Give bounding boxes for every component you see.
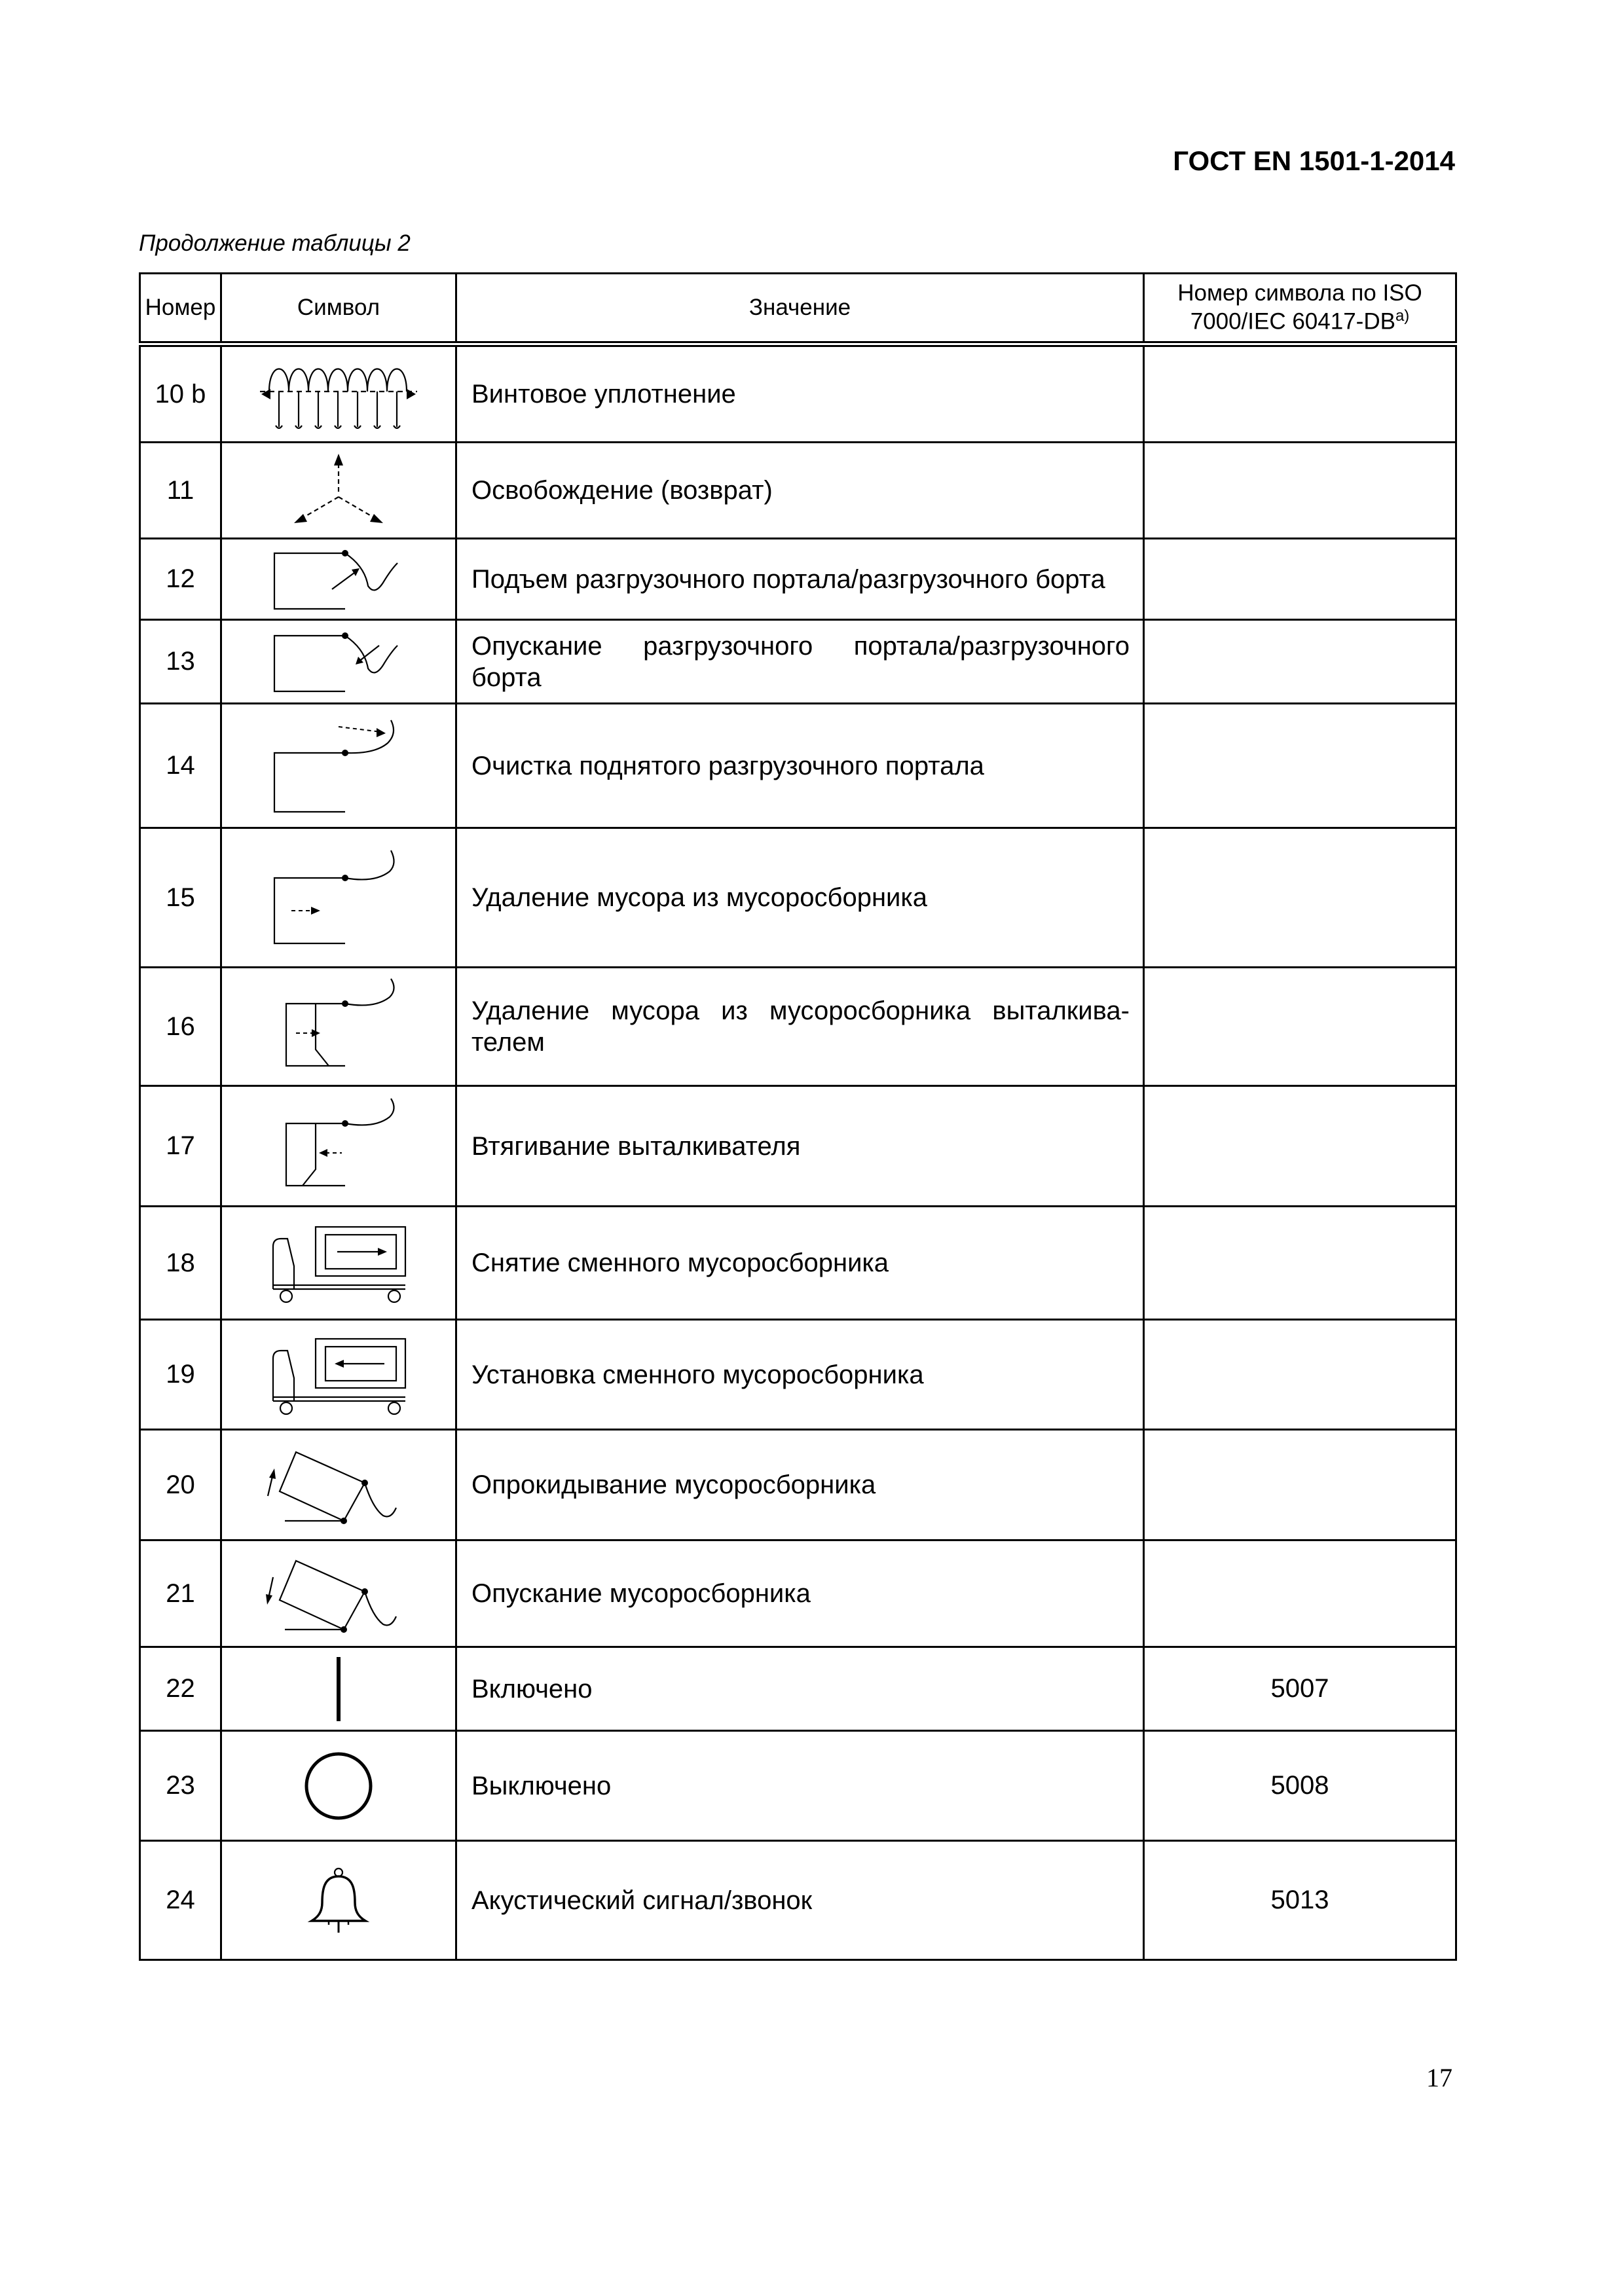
row-iso-number bbox=[1144, 1086, 1456, 1207]
header-meaning: Значение bbox=[456, 274, 1144, 344]
table-row bbox=[140, 704, 1456, 828]
document-header: ГОСТ EN 1501-1-2014 bbox=[1173, 145, 1455, 176]
container-lower-icon bbox=[260, 1551, 417, 1636]
page-number: 17 bbox=[1426, 2063, 1452, 2092]
ejector-removal-icon bbox=[260, 977, 417, 1076]
table-row bbox=[140, 828, 1456, 968]
row-meaning: Удаление мусора из мусоросборника выталкива-телем bbox=[456, 968, 1144, 1086]
row-iso-number bbox=[1144, 828, 1456, 968]
row-iso-number bbox=[1144, 1207, 1456, 1320]
row-meaning: Подъем разгрузочного портала/разгрузочного борта bbox=[456, 539, 1144, 620]
row-number: 13 bbox=[140, 620, 221, 704]
row-number: 20 bbox=[140, 1430, 221, 1540]
row-number: 23 bbox=[140, 1731, 221, 1841]
table-row bbox=[140, 344, 1456, 443]
row-number: 15 bbox=[140, 828, 221, 968]
power-on-icon bbox=[325, 1653, 352, 1725]
row-iso-number: 5008 bbox=[1144, 1731, 1456, 1841]
row-meaning: Удаление мусора из мусоросборника bbox=[456, 828, 1144, 968]
bell-icon bbox=[303, 1865, 375, 1937]
header-iso-label: Номер символа по ISO 7000/IEC 60417-DB bbox=[1177, 280, 1422, 335]
table-row bbox=[140, 1430, 1456, 1540]
refuse-removal-icon bbox=[260, 845, 417, 950]
table-row bbox=[140, 539, 1456, 620]
row-meaning: Включено bbox=[456, 1647, 1144, 1731]
row-number: 14 bbox=[140, 704, 221, 828]
row-meaning: Освобождение (возврат) bbox=[456, 443, 1144, 539]
table-row bbox=[140, 968, 1456, 1086]
container-unload-icon bbox=[260, 1220, 417, 1305]
row-number: 17 bbox=[140, 1086, 221, 1207]
row-meaning: Опускание мусоросборника bbox=[456, 1540, 1144, 1647]
row-number: 21 bbox=[140, 1540, 221, 1647]
row-number: 24 bbox=[140, 1841, 221, 1960]
container-tip-icon bbox=[260, 1442, 417, 1527]
tailgate-raise-icon bbox=[260, 543, 417, 615]
row-number: 11 bbox=[140, 443, 221, 539]
table-row bbox=[140, 1731, 1456, 1841]
row-number: 16 bbox=[140, 968, 221, 1086]
row-iso-number bbox=[1144, 443, 1456, 539]
row-number: 19 bbox=[140, 1320, 221, 1430]
row-iso-number bbox=[1144, 539, 1456, 620]
row-number: 18 bbox=[140, 1207, 221, 1320]
row-meaning: Опускание разгрузочного портала/разгрузочного борта bbox=[456, 620, 1144, 704]
release-return-icon bbox=[286, 451, 391, 530]
row-iso-number bbox=[1144, 344, 1456, 443]
row-iso-number bbox=[1144, 704, 1456, 828]
table-row bbox=[140, 1841, 1456, 1960]
row-iso-number bbox=[1144, 1430, 1456, 1540]
row-number: 10 b bbox=[140, 344, 221, 443]
tailgate-lower-icon bbox=[260, 626, 417, 698]
table-row bbox=[140, 1647, 1456, 1731]
header-iso-number bbox=[1144, 274, 1456, 344]
row-meaning: Акустический сигнал/звонок bbox=[456, 1841, 1144, 1960]
header-number: Номер bbox=[140, 274, 221, 344]
row-iso-number bbox=[1144, 620, 1456, 704]
table-row bbox=[140, 1207, 1456, 1320]
table-row bbox=[140, 1320, 1456, 1430]
row-meaning: Установка сменного мусоросборника bbox=[456, 1320, 1144, 1430]
row-meaning: Очистка поднятого разгрузочного портала bbox=[456, 704, 1144, 828]
row-number: 22 bbox=[140, 1647, 221, 1731]
table-row bbox=[140, 620, 1456, 704]
row-meaning: Втягивание выталкивателя bbox=[456, 1086, 1144, 1207]
table-row bbox=[140, 1086, 1456, 1207]
row-iso-number bbox=[1144, 968, 1456, 1086]
row-meaning: Выключено bbox=[456, 1731, 1144, 1841]
ejector-retract-icon bbox=[260, 1097, 417, 1195]
table-header-row bbox=[140, 274, 1456, 344]
screw-seal-icon bbox=[253, 355, 424, 433]
table-row bbox=[140, 1540, 1456, 1647]
row-meaning: Винтовое уплотнение bbox=[456, 344, 1144, 443]
row-iso-number: 5007 bbox=[1144, 1647, 1456, 1731]
symbols-table bbox=[139, 272, 1457, 1961]
table-caption: Продолжение таблицы 2 bbox=[139, 230, 411, 256]
row-iso-number bbox=[1144, 1320, 1456, 1430]
row-number: 12 bbox=[140, 539, 221, 620]
container-load-icon bbox=[260, 1332, 417, 1417]
power-off-icon bbox=[299, 1747, 378, 1825]
row-iso-number: 5013 bbox=[1144, 1841, 1456, 1960]
header-iso-footnote: a) bbox=[1395, 307, 1410, 325]
table-row bbox=[140, 443, 1456, 539]
tailgate-clean-icon bbox=[260, 714, 417, 818]
header-symbol: Символ bbox=[221, 274, 456, 344]
row-meaning: Снятие сменного мусоросборника bbox=[456, 1207, 1144, 1320]
row-meaning: Опрокидывание мусоросборника bbox=[456, 1430, 1144, 1540]
row-iso-number bbox=[1144, 1540, 1456, 1647]
